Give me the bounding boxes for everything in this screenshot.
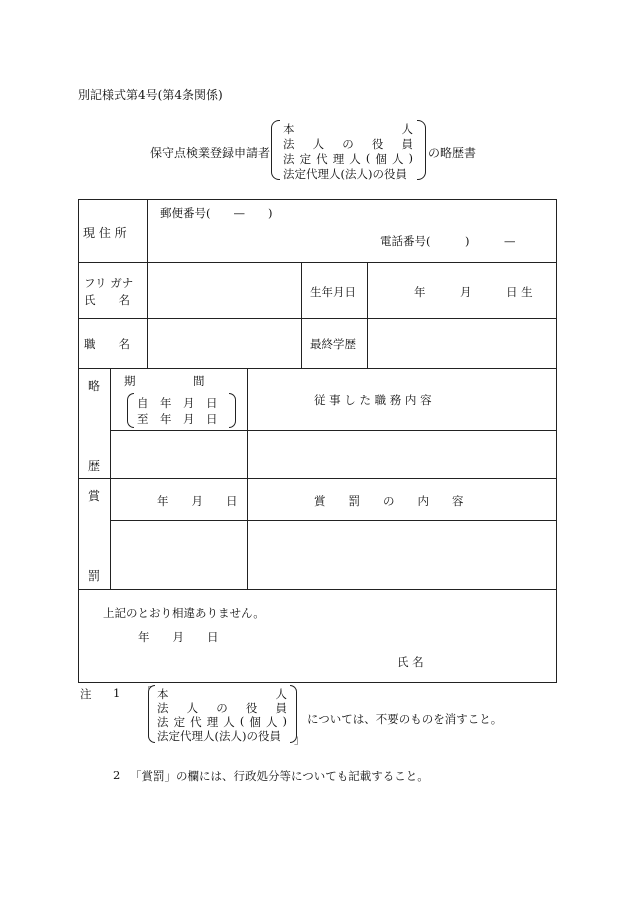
note1-close-quote: 」 bbox=[294, 732, 306, 746]
form-title: 別記様式第4号(第4条関係) bbox=[78, 88, 223, 102]
job-title-field[interactable] bbox=[149, 320, 299, 366]
reward-date-field[interactable] bbox=[112, 522, 245, 587]
declaration-text: 上記のとおり相違ありません。 bbox=[103, 606, 265, 620]
phone-label: 電話番号( ) — bbox=[380, 234, 516, 248]
heading-option-2: 法 人 の 役 員 bbox=[283, 137, 413, 151]
period-right-bracket bbox=[229, 393, 236, 428]
note-label: 注 bbox=[80, 687, 92, 701]
address-field[interactable] bbox=[150, 200, 554, 260]
name-label: 氏 名 bbox=[84, 293, 130, 307]
heading-right-bracket bbox=[417, 120, 426, 180]
heading-suffix: の略歴書 bbox=[428, 146, 477, 160]
reward-date-header: 年 月 日 bbox=[157, 494, 238, 508]
period-to-label: 至 年 月 日 bbox=[137, 412, 218, 426]
heading-left-bracket bbox=[271, 120, 280, 180]
note1-option-3: 法 定 代 理 人 ( 個 人 ) bbox=[157, 714, 287, 729]
note1-open-quote: 「 bbox=[141, 685, 153, 699]
furigana-label: フリ ガナ bbox=[84, 276, 134, 290]
note1-option-1: 本 人 bbox=[157, 687, 287, 701]
period-label: 期 間 bbox=[124, 374, 205, 388]
period-from-label: 自 年 月 日 bbox=[137, 396, 218, 410]
heading-prefix: 保守点検業登録申請者 bbox=[150, 146, 271, 160]
duty-header: 従 事 し た 職 務 内 容 bbox=[314, 393, 432, 407]
education-label: 最終学歴 bbox=[310, 337, 356, 351]
postal-code-label: 郵便番号( — ) bbox=[160, 206, 273, 220]
history-section-top: 略 bbox=[88, 379, 101, 393]
reward-content-field[interactable] bbox=[249, 522, 554, 587]
heading-option-4: 法定代理人(法人)の役員 bbox=[283, 167, 407, 181]
name-field[interactable] bbox=[149, 264, 299, 316]
note1-left-bracket bbox=[148, 685, 155, 743]
heading-option-3: 法 定 代 理 人 ( 個 人 ) bbox=[283, 151, 413, 166]
note2-text: 「賞罰」の欄には、行政処分等についても記載すること。 bbox=[130, 769, 429, 783]
note1-option-2: 法 人 の 役 員 bbox=[157, 701, 287, 715]
address-label: 現 住 所 bbox=[83, 226, 127, 240]
birth-date-label: 生年月日 bbox=[310, 285, 356, 299]
education-field[interactable] bbox=[369, 320, 554, 366]
history-section-bottom: 歴 bbox=[88, 459, 101, 473]
note1-number: 1 bbox=[113, 686, 121, 700]
job-title-label: 職 名 bbox=[84, 337, 130, 351]
heading-option-1: 本 人 bbox=[283, 122, 413, 136]
reward-section-bottom: 罰 bbox=[88, 569, 101, 583]
period-left-bracket bbox=[127, 393, 134, 428]
note1-text: については、不要のものを消すこと。 bbox=[307, 712, 503, 726]
note2-number: 2 bbox=[113, 768, 121, 782]
reward-content-header: 賞 罰 の 内 容 bbox=[314, 494, 464, 508]
birth-date-value[interactable]: 年 月 日 生 bbox=[414, 285, 533, 299]
note1-option-4: 法定代理人(法人)の役員 bbox=[157, 729, 281, 743]
signature-label: 氏 名 bbox=[397, 655, 424, 669]
history-period-field[interactable] bbox=[112, 432, 245, 476]
reward-section-top: 賞 bbox=[88, 489, 101, 503]
history-duty-field[interactable] bbox=[249, 432, 554, 476]
declaration-date[interactable]: 年 月 日 bbox=[138, 630, 219, 644]
